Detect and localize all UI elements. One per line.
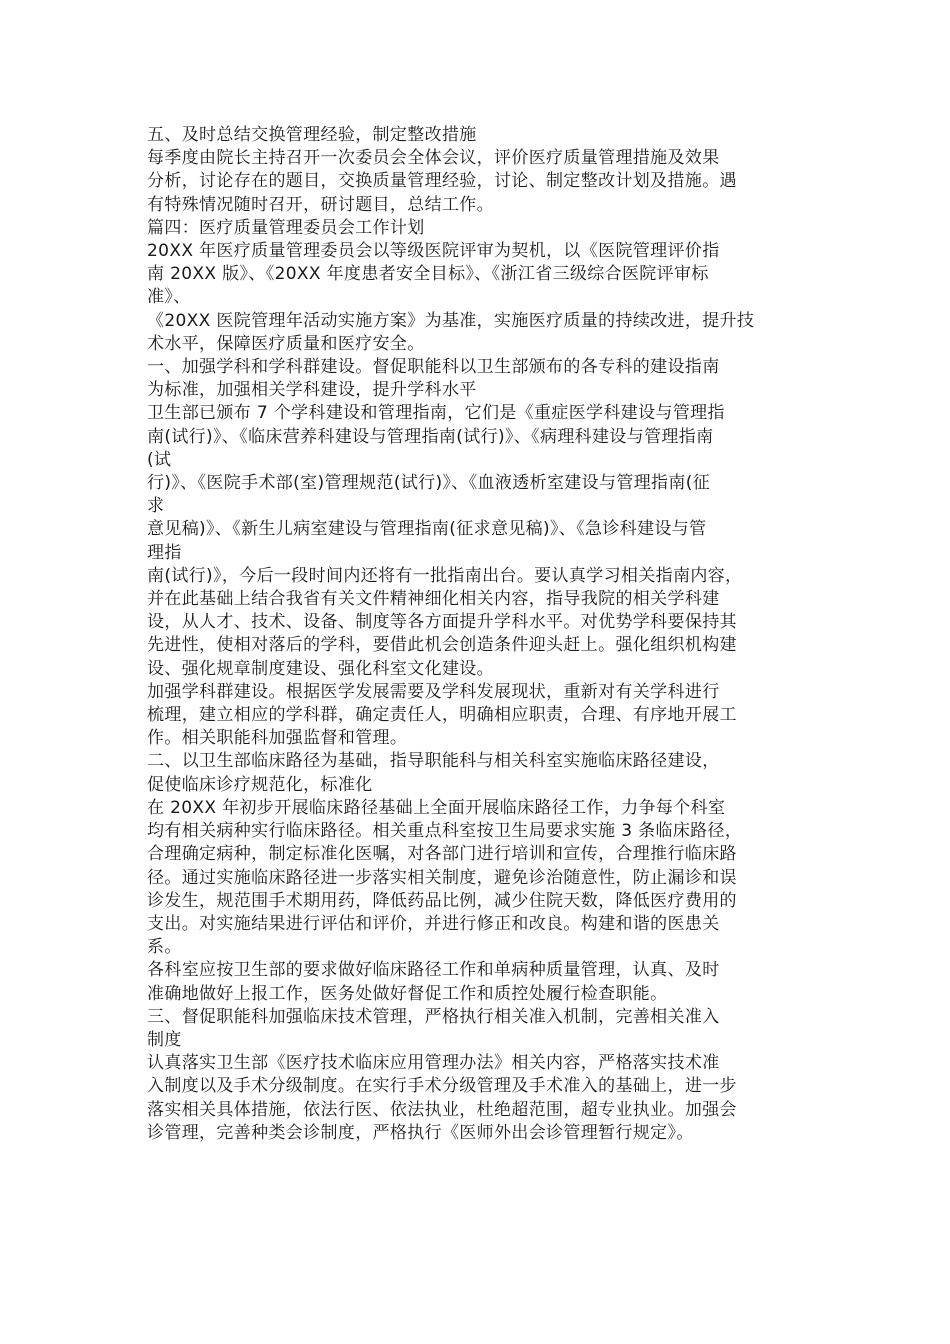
text-line: 一、加强学科和学科群建设。督促职能科以卫生部颁布的各专科的建设指南 [147, 357, 720, 378]
text-line: 落实相关具体措施，依法行医、依法执业，杜绝超范围，超专业执业。加强会 [147, 1099, 737, 1120]
text-line: 理指 [147, 542, 182, 563]
text-line: 径。通过实施临床路径进一步落实相关制度，避免诊治随意性，防止漏诊和误 [147, 867, 737, 888]
text-line: 求 [147, 496, 165, 517]
text-line: 设，从人才、技术、设备、制度等各方面提升学科水平。对优势学科要保持其 [147, 612, 737, 633]
text-line: 分析，讨论存在的题目，交换质量管理经验，讨论、制定整改计划及措施。遇 [147, 171, 737, 192]
text-line: 加强学科群建设。根据医学发展需要及学科发展现状，重新对有关学科进行 [147, 681, 720, 702]
text-line: 准》、 [147, 287, 191, 308]
text-line: 均有相关病种实行临床路径。相关重点科室按卫生局要求实施 3 条临床路径， [147, 821, 743, 842]
text-line: 五、及时总结交换管理经验，制定整改措施 [147, 125, 477, 145]
text-line: 诊发生，规范围手术期用药，降低药品比例，减少住院天数，降低医疗费用的 [147, 890, 737, 911]
text-line: 并在此基础上结合我省有关文件精神细化相关内容，指导我院的相关学科建 [147, 589, 720, 610]
text-line: 卫生部已颁布 7 个学科建设和管理指南，它们是《重症医学科建设与管理指 [147, 403, 725, 424]
text-line: 诊管理，完善种类会诊制度，严格执行《医师外出会诊管理暂行规定》。 [147, 1122, 694, 1143]
text-line: (试 [147, 449, 172, 470]
text-line: 篇四：医疗质量管理委员会工作计划 [147, 217, 425, 238]
text-line: 行)》、《医院手术部(室)管理规范(试行)》、《血液透析室建设与管理指南(征 [147, 473, 711, 494]
text-line: 南 20XX 版》、《20XX 年度患者安全目标》、《浙江省三级综合医院评审标 [147, 264, 709, 285]
text-line: 入制度以及手术分级制度。在实行手术分级管理及手术准入的基础上，进一步 [147, 1076, 737, 1097]
text-line: 二、以卫生部临床路径为基础，指导职能科与相关科室实施临床路径建设， [147, 751, 720, 772]
text-line: 先进性，使相对落后的学科，要借此机会创造条件迎头赶上。强化组织机构建 [147, 635, 737, 656]
text-line: 在 20XX 年初步开展临床路径基础上全面开展临床路径工作，力争每个科室 [147, 797, 726, 818]
text-line: 南(试行)》，今后一段时间内还将有一批指南出台。要认真学习相关指南内容， [147, 565, 743, 586]
text-line: 有特殊情况随时召开，研讨题目，总结工作。 [147, 194, 494, 215]
text-line: 每季度由院长主持召开一次委员会全体会议，评价医疗质量管理措施及效果 [147, 148, 720, 169]
text-line: 认真落实卫生部《医疗技术临床应用管理办法》相关内容，严格落实技术准 [147, 1053, 720, 1074]
text-line: 为标准，加强相关学科建设，提升学科水平 [147, 380, 477, 401]
document-body [147, 124, 812, 1145]
text-line: 制度 [147, 1029, 182, 1050]
text-line: 三、督促职能科加强临床技术管理，严格执行相关准入机制，完善相关准入 [147, 1006, 720, 1027]
text-line: 意见稿)》、《新生儿病室建设与管理指南(征求意见稿)》、《急诊科建设与管 [147, 519, 707, 540]
text-line: 作。相关职能科加强监督和管理。 [147, 728, 408, 749]
text-line: 合理确定病种，制定标准化医嘱，对各部门进行培训和宣传，合理推行临床路 [147, 844, 737, 865]
text-line: 南(试行)》、《临床营养科建设与管理指南(试行)》、《病理科建设与管理指南 [147, 426, 714, 447]
text-line: 各科室应按卫生部的要求做好临床路径工作和单病种质量管理，认真、及时 [147, 960, 720, 981]
text-line: 20XX 年医疗质量管理委员会以等级医院评审为契机，以《医院管理评价指 [147, 241, 720, 262]
text-line: 《20XX 医院管理年活动实施方案》为基准，实施医疗质量的持续改进，提升技 [147, 310, 755, 331]
text-line: 术水平，保障医疗质量和医疗安全。 [147, 333, 425, 354]
text-line: 设、强化规章制度建设、强化科室文化建设。 [147, 658, 494, 679]
text-line: 准确地做好上报工作，医务处做好督促工作和质控处履行检查职能。 [147, 983, 668, 1004]
text-line: 梳理，建立相应的学科群，确定责任人，明确相应职责，合理、有序地开展工 [147, 705, 737, 726]
text-line: 促使临床诊疗规范化，标准化 [147, 774, 373, 795]
text-line: 支出。对实施结果进行评估和评价，并进行修正和改良。构建和谐的医患关 [147, 913, 720, 934]
text-line: 系。 [147, 937, 182, 958]
